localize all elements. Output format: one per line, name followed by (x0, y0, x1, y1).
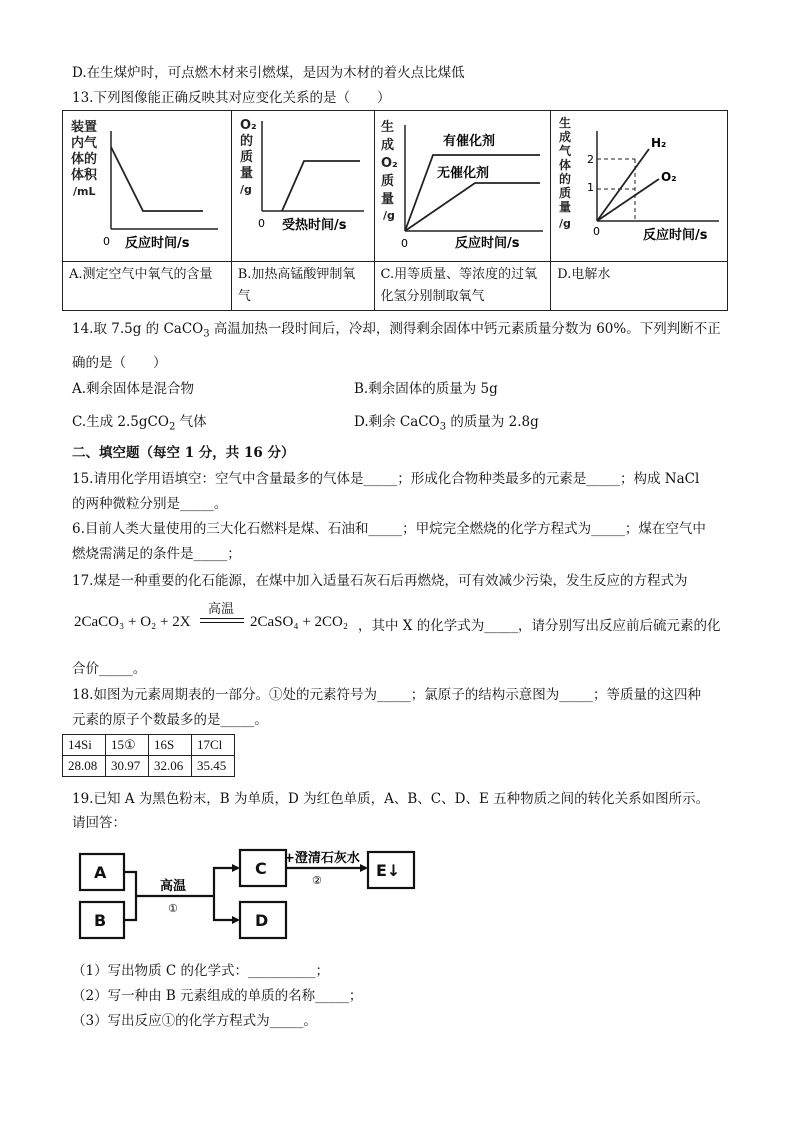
graph-d-curve-o2 (597, 179, 659, 221)
q12-option-d: D.在生煤炉时，可点燃木材来引燃煤，是因为木材的着火点比煤低 (72, 65, 465, 81)
graph-c-ylabel-1: 生 (380, 120, 394, 135)
flow-cond-2: +澄清石灰水 (284, 851, 360, 866)
q17-eq-left: 2CaCO₃ + O₂ + 2X (74, 614, 191, 630)
flow-bracket (124, 872, 136, 920)
graph-b-ylabel-2: 的 (239, 134, 253, 149)
graph-b (231, 111, 374, 262)
flow-num-2: ② (312, 874, 322, 887)
graph-d-tick-2: 2 (587, 153, 595, 166)
q19-sub-2: （2）写一种由 B 元素组成的单质的名称_____； (72, 988, 363, 1004)
q14-option-a: A.剩余固体是混合物 (72, 381, 195, 397)
q16-line-2: 燃烧需满足的条件是_____； (72, 546, 241, 562)
graph-c-ylabel-3: O₂ (380, 156, 398, 171)
graph-a-caption: A.测定空气中氧气的含量 (63, 262, 232, 311)
graph-c-ylabel-4: 质 (380, 174, 394, 189)
graph-d-ylabel-6: 质 (559, 186, 572, 200)
graph-d-xlabel: 反应时间/s (643, 228, 708, 243)
graph-d-ylabel-4: 体 (559, 158, 572, 172)
q13-stem: 13.下列图像能正确反映其对应变化关系的是（ ） (72, 90, 391, 106)
graph-b-ylabel-1: O₂ (239, 118, 257, 133)
pt-cell-15: 15① (106, 735, 149, 756)
graph-c-ylabel-2: 成 (380, 138, 394, 153)
q14-stem-2: 确的是（ ） (72, 355, 167, 371)
graph-d-caption: D.电解水 (551, 262, 728, 311)
graph-a-ylabel-3: 体的 (71, 152, 98, 167)
graph-b-ylabel-3: 质 (239, 150, 253, 165)
graph-d-ylabel-2: 成 (559, 130, 572, 144)
graph-b-ylabel-5: /g (239, 183, 252, 196)
q17-eq-right: 2CaSO₄ + 2CO₂ (250, 614, 349, 630)
graph-c-svg (375, 111, 549, 257)
flow-arrowhead-c (232, 864, 240, 872)
graph-a-curve (111, 147, 203, 211)
graph-d-h2-label: H₂ (651, 136, 667, 150)
graph-c-curve2-label: 无催化剂 (436, 166, 489, 181)
flow-arrow-d (214, 896, 238, 920)
q17-eq-tail: ，其中 X 的化学式为_____，请分别写出反应前后硫元素的化 (358, 618, 721, 634)
graph-d-origin: 0 (593, 225, 601, 238)
q17-eq-sign (200, 618, 244, 623)
graph-d-tick-1: 1 (587, 181, 595, 194)
graph-b-xlabel: 受热时间/s (281, 218, 347, 233)
graph-a-ylabel-4: 体积 (71, 168, 98, 183)
q17-line-1: 17.煤是一种重要的化石能源，在煤中加入适量石灰石后再燃烧，可有效减少污染，发生反应的方程式为 (72, 573, 688, 589)
graph-b-svg (232, 111, 372, 257)
periodic-table (62, 734, 235, 777)
graph-a-ylabel-1: 装置 (71, 120, 98, 135)
flow-label-c: C (255, 859, 267, 878)
graph-d-ylabel-5: 的 (559, 172, 572, 186)
graph-c-curve1-label: 有催化剂 (442, 134, 495, 149)
q14-option-c: C.生成 2.5gCO$_2$ 气体 (72, 414, 207, 433)
q19-line-2: 请回答： (72, 815, 126, 831)
graph-a (63, 111, 232, 262)
graph-d-svg (551, 111, 725, 257)
q17-eq-condition: 高温 (208, 602, 235, 617)
q19-flow-diagram (72, 840, 432, 950)
pt-mass-si: 28.08 (63, 756, 106, 777)
pt-cell-cl: 17Cl (192, 735, 235, 756)
flow-label-e: E↓ (376, 861, 401, 880)
q14-option-b: B.剩余固体的质量为 5g (354, 381, 498, 397)
q16-line-1: 6.目前人类大量使用的三大化石燃料是煤、石油和_____；甲烷完全燃烧的化学方程式为_____；煤在空气中 (72, 521, 706, 537)
graph-b-origin: 0 (257, 217, 265, 230)
graph-c-ylabel-6: /g (382, 209, 395, 222)
graph-d-o2-label: O₂ (661, 170, 677, 184)
q15-line-2: 的两种微粒分别是_____。 (72, 496, 228, 512)
pt-mass-15: 30.97 (106, 756, 149, 777)
graph-c (374, 111, 551, 262)
pt-mass-s: 32.06 (149, 756, 192, 777)
graph-d-ylabel-3: 气 (559, 144, 572, 158)
q18-line-1: 18.如图为元素周期表的一部分。①处的元素符号为_____；氯原子的结构示意图为_____；等质量的这四种 (72, 687, 701, 703)
graph-b-curve (282, 161, 360, 211)
q17-line-3: 合价_____。 (72, 661, 147, 677)
flow-cond-1: 高温 (160, 879, 187, 894)
q14-option-d: D.剩余 CaCO$_3$ 的质量为 2.8g (354, 414, 539, 433)
flow-num-1: ① (168, 902, 178, 915)
graph-a-ylabel-2: 内气 (71, 136, 98, 151)
q17-equation-line (72, 598, 732, 638)
flow-label-a: A (94, 863, 107, 882)
graph-d (551, 111, 728, 262)
pt-cell-si: 14Si (63, 735, 106, 756)
graph-d-ylabel-7: 量 (559, 200, 572, 214)
graph-c-origin: 0 (400, 237, 408, 250)
q13-graph-table (62, 110, 728, 311)
graph-a-svg (63, 111, 229, 257)
flow-label-d: D (255, 911, 269, 930)
graph-b-caption: B.加热高锰酸钾制氧气 (231, 262, 374, 311)
graph-d-ylabel-1: 生 (559, 116, 572, 130)
q19-line-1: 19.已知 A 为黑色粉末，B 为单质，D 为红色单质，A、B、C、D、E 五种物质之间的转化关系如图所示。 (72, 791, 710, 807)
flow-arrowhead-e (360, 864, 368, 872)
graph-d-curve-h2 (597, 149, 649, 221)
flow-label-b: B (94, 911, 107, 930)
graph-a-origin: 0 (103, 235, 110, 248)
flow-arrowhead-d (232, 916, 240, 924)
graph-c-curve-no-catalyst (405, 183, 540, 231)
pt-mass-cl: 35.45 (192, 756, 235, 777)
pt-cell-s: 16S (149, 735, 192, 756)
q18-line-2: 元素的原子个数最多的是_____。 (72, 712, 268, 728)
graph-b-ylabel-4: 量 (239, 166, 253, 181)
graph-c-caption: C.用等质量、等浓度的过氧化氢分别制取氧气 (374, 262, 551, 311)
graph-a-xlabel: 反应时间/s (125, 236, 190, 251)
q19-sub-1: （1）写出物质 C 的化学式：__________； (72, 963, 330, 979)
section-2-heading: 二、填空题（每空 1 分，共 16 分） (72, 445, 295, 461)
graph-a-ylabel-5: /mL (73, 185, 96, 198)
q14-stem-1: 14.取 7.5g 的 CaCO$_3$ 高温加热一段时间后，冷却，测得剩余固体中钙元素质量分数为 60%。下列判断不正 (72, 321, 721, 340)
q15-line-1: 15.请用化学用语填空：空气中含量最多的气体是_____；形成化合物种类最多的元素是_____；构成 NaCl (72, 471, 700, 487)
graph-c-xlabel: 反应时间/s (454, 236, 519, 251)
graph-c-ylabel-5: 量 (380, 192, 394, 207)
graph-d-ylabel-8: /g (559, 217, 572, 230)
flow-arrow-c (214, 868, 238, 896)
q19-sub-3: （3）写出反应①的化学方程式为_____。 (72, 1013, 317, 1029)
